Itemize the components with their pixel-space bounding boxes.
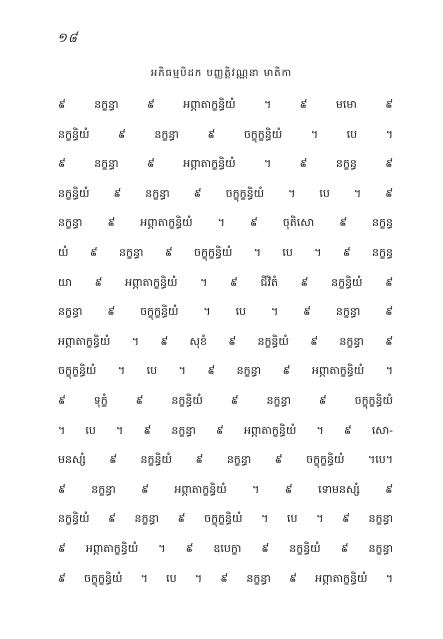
- text-line: ៩ ទុក្ខំ ៩ នក្ខន្ធិយំ ៩ នក្ខន្ធា ៩ ចក្ខុក្ខន្ធិយំ: [58, 393, 393, 407]
- text-line: ៩ នក្ខន្ធា ៩ អព្ភាតាក្ខន្ធិយំ ។ ៩ មមោ ៩: [58, 98, 393, 111]
- text-line: នក្ខន្ធា ៩ ចក្ខុក្ខន្ធិយំ ។ បេ ។ ៩ នក្ខន្ធា ៩: [58, 305, 393, 319]
- text-line: នក្ខន្ធិយំ ៩ នក្ខន្ធា ៩ ចក្ខុក្ខន្ធិយំ ។ បេ ។ ៩: [58, 186, 393, 200]
- text-line: ៩ នក្ខន្ធា ៩ អព្ភាតាក្ខន្ធិយំ ។ ៩ នក្ខន្ធ ៩: [58, 157, 393, 171]
- body-text: [58, 90, 393, 593]
- text-line: នក្ខន្ធិយំ ៩ នក្ខន្ធា ៩ ចក្ខុក្ខន្ធិយំ ។ បេ ។ ៩ នក្ខន្ធា: [58, 512, 393, 526]
- text-line: អព្ភាតាក្ខន្ធិយំ ។ ៩ សុខំ ៩ នក្ខន្ធិយំ ៩ នក្ខន្ធា ៩: [58, 334, 393, 348]
- page-number: ១៨: [57, 31, 79, 46]
- text-line: ៩ ចក្ខុក្ខន្ធិយំ ។ បេ ។ ៩ នក្ខន្ធា ៩ អព្ភាតាក្ខន្ធិយំ ។: [58, 571, 393, 585]
- text-line: ចក្ខុក្ខន្ធិយំ ។ បេ ។ ៩ នក្ខន្ធា ៩ អព្ភាតាក្ខន្ធិយំ ។: [58, 364, 393, 378]
- text-line: យំ ៩ នក្ខន្ធា ៩ ចក្ខុក្ខន្ធិយំ ។ បេ ។ ៩ នក្ខន្ធ: [58, 245, 393, 259]
- text-line: នក្ខន្ធិយំ ៩ នក្ខន្ធា ៩ ចក្ខុក្ខន្ធិយំ ។ បេ ។: [58, 127, 393, 141]
- text-line: នក្ខន្ធា ៩ អព្ភាតាក្ខន្ធិយំ ។ ៩ ចុតិសោ ៩ នក្ខន្ធ: [58, 216, 393, 230]
- text-line: យា ៩ អព្ភាតាក្ខន្ធិយំ ។ ៩ ជីវិតំ ៩ នក្ខន្ធិយំ ៩: [58, 275, 393, 289]
- text-line: ៩ នក្ខន្ធា ៩ អព្ភាតាក្ខន្ធិយំ ។ ៩ ទោមនស្សំ ៩: [58, 482, 393, 496]
- text-line: ។ បេ ។ ៩ នក្ខន្ធា ៩ អព្ភាតាក្ខន្ធិយំ ។ ៩ សោ-: [58, 423, 393, 437]
- text-line: មនស្សំ ៩ នក្ខន្ធិយំ ៩ នក្ខន្ធា ៩ ចក្ខុក្ខន្ធិយំ ។បេ។: [58, 453, 393, 467]
- text-line: ៩ អព្ភាតាក្ខន្ធិយំ ។ ៩ ឧបេក្ខា ៩ នក្ខន្ធិយំ ៩ នក្ខន្ធា: [58, 541, 393, 555]
- running-header: អភិធម្មបិដក បញ្ញត្តិវណ្ណនា មាតិកា: [150, 68, 293, 79]
